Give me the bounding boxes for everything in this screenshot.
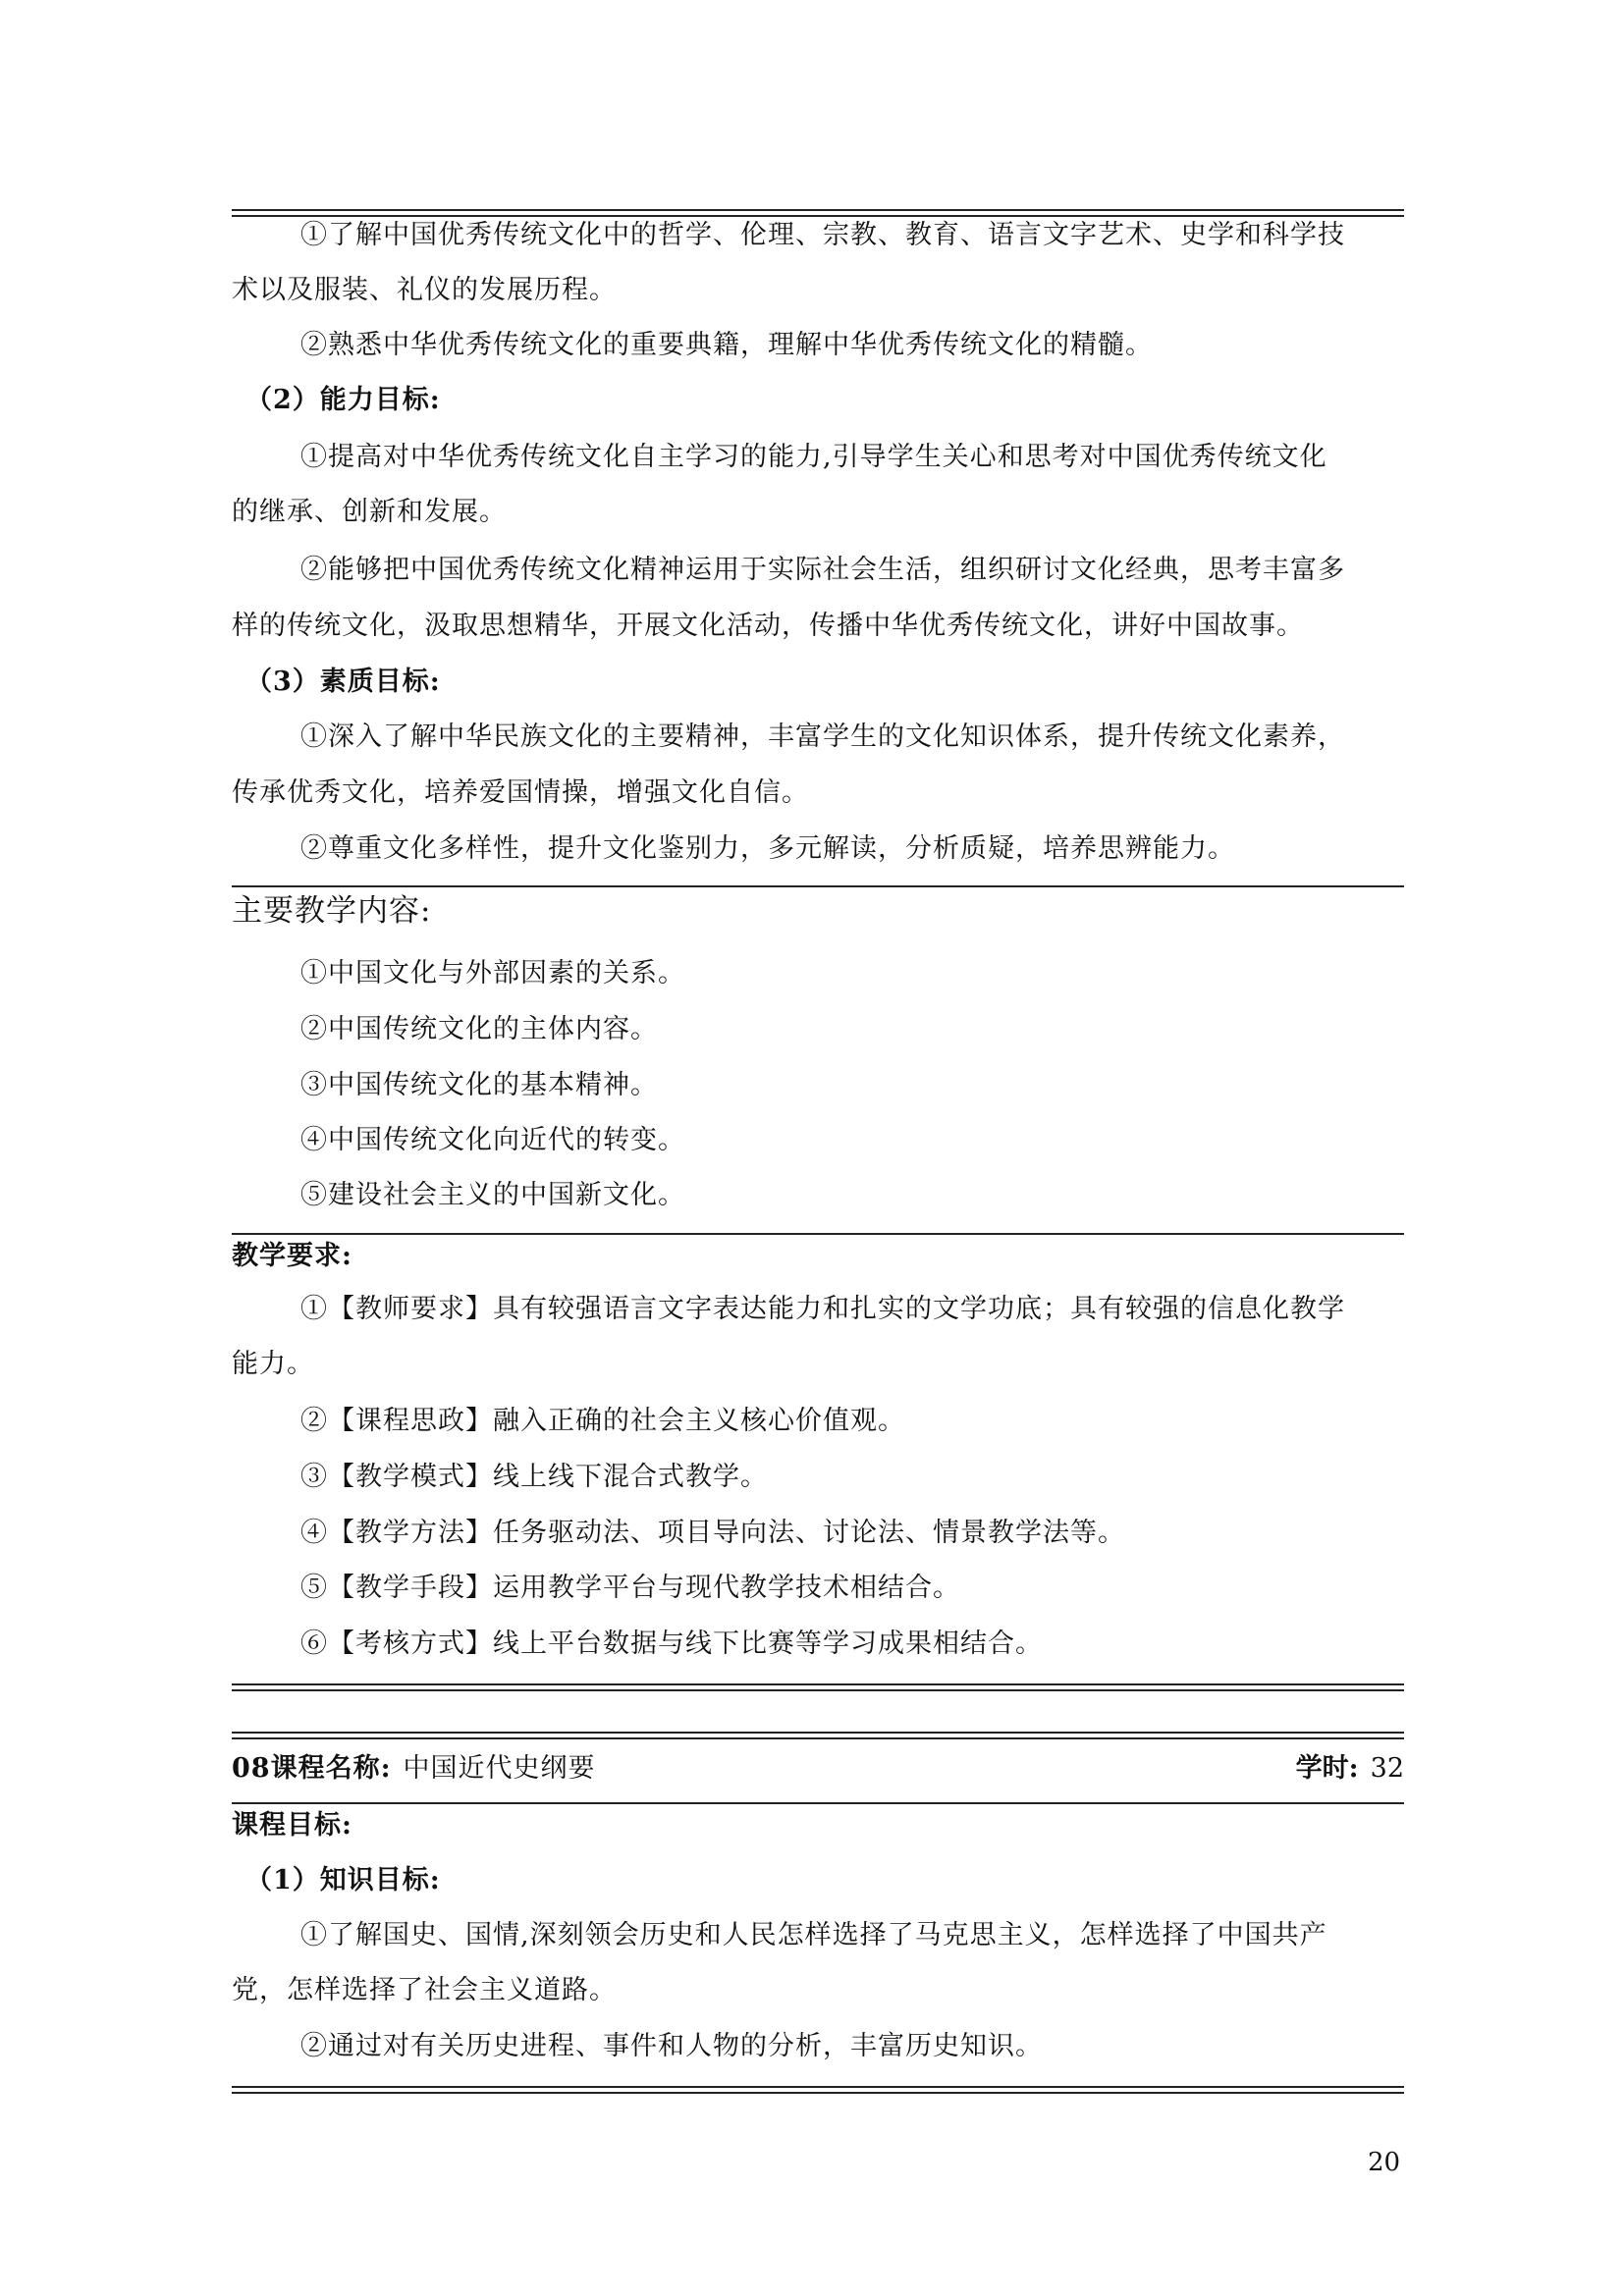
hours-value: 32 — [1370, 1753, 1404, 1784]
table-bottom-border — [232, 1683, 1404, 1691]
course-hours — [1296, 1751, 1404, 1787]
quality-goal-label: （3）素质目标: — [245, 667, 441, 697]
knowledge-line-1: ①了解中国优秀传统文化中的哲学、伦理、宗教、教育、语言文字艺术、史学和科学技 — [300, 220, 1345, 250]
row-divider — [232, 1233, 1404, 1235]
ability-line-3: ②能够把中国优秀传统文化精神运用于实际社会生活，组织研讨文化经典，思考丰富多 — [300, 555, 1345, 585]
knowledge-line-1: ①了解国史、国情,深刻领会历史和人民怎样选择了马克思主义，怎样选择了中国共产 — [300, 1920, 1327, 1950]
table-top-border — [232, 209, 1404, 217]
content-item-3: ③中国传统文化的基本精神。 — [300, 1070, 658, 1100]
course-title-row — [232, 1751, 596, 1787]
teaching-requirements-heading: 教学要求: — [232, 1241, 352, 1271]
ability-line-1: ①提高对中华优秀传统文化自主学习的能力,引导学生关心和思考对中国优秀传统文化 — [300, 442, 1327, 472]
knowledge-goal-label: （1）知识目标: — [245, 1865, 441, 1896]
requirement-line-2: 能力。 — [232, 1349, 314, 1379]
ability-line-2: 的继承、创新和发展。 — [232, 497, 507, 527]
requirement-line-1: ①【教师要求】具有较强语言文字表达能力和扎实的文学功底；具有较强的信息化教学 — [300, 1294, 1345, 1324]
content-item-1: ①中国文化与外部因素的关系。 — [300, 958, 685, 988]
quality-line-2: 传承优秀文化，培养爱国情操，增强文化自信。 — [232, 777, 809, 808]
page-number: 20 — [1368, 2148, 1401, 2177]
knowledge-line-3: ②通过对有关历史进程、事件和人物的分析，丰富历史知识。 — [300, 2031, 1043, 2061]
knowledge-line-2: 党，怎样选择了社会主义道路。 — [232, 1975, 617, 2005]
content-item-5: ⑤建设社会主义的中国新文化。 — [300, 1180, 685, 1210]
content-item-4: ④中国传统文化向近代的转变。 — [300, 1125, 685, 1155]
course-name-label: 08课程名称: — [232, 1753, 392, 1784]
requirement-line-7: ⑥【考核方式】线上平台数据与线下比赛等学习成果相结合。 — [300, 1629, 1043, 1659]
row-divider — [232, 885, 1404, 887]
course-goals-heading: 课程目标: — [232, 1810, 352, 1841]
content-item-2: ②中国传统文化的主体内容。 — [300, 1014, 658, 1044]
ability-line-4: 样的传统文化，汲取思想精华，开展文化活动，传播中华优秀传统文化，讲好中国故事。 — [232, 611, 1304, 641]
hours-label: 学时: — [1295, 1753, 1359, 1784]
requirement-line-5: ④【教学方法】任务驱动法、项目导向法、讨论法、情景教学法等。 — [300, 1518, 1125, 1548]
teaching-content-heading: 主要教学内容: — [232, 893, 432, 929]
table-bottom-border — [232, 2086, 1404, 2094]
course-name: 中国近代史纲要 — [403, 1753, 596, 1784]
quality-line-1: ①深入了解中华民族文化的主要精神，丰富学生的文化知识体系，提升传统文化素养， — [300, 721, 1345, 752]
requirement-line-4: ③【教学模式】线上线下混合式教学。 — [300, 1462, 768, 1492]
table-top-border — [232, 1732, 1404, 1739]
knowledge-line-3: ②熟悉中华优秀传统文化的重要典籍，理解中华优秀传统文化的精髓。 — [300, 330, 1153, 360]
knowledge-line-2: 术以及服装、礼仪的发展历程。 — [232, 275, 617, 305]
requirement-line-6: ⑤【教学手段】运用教学平台与现代教学技术相结合。 — [300, 1573, 960, 1603]
row-divider — [232, 1802, 1404, 1804]
requirement-line-3: ②【课程思政】融入正确的社会主义核心价值观。 — [300, 1406, 905, 1436]
quality-line-3: ②尊重文化多样性，提升文化鉴别力，多元解读，分析质疑，培养思辨能力。 — [300, 833, 1235, 864]
ability-goal-label: （2）能力目标: — [245, 385, 441, 415]
